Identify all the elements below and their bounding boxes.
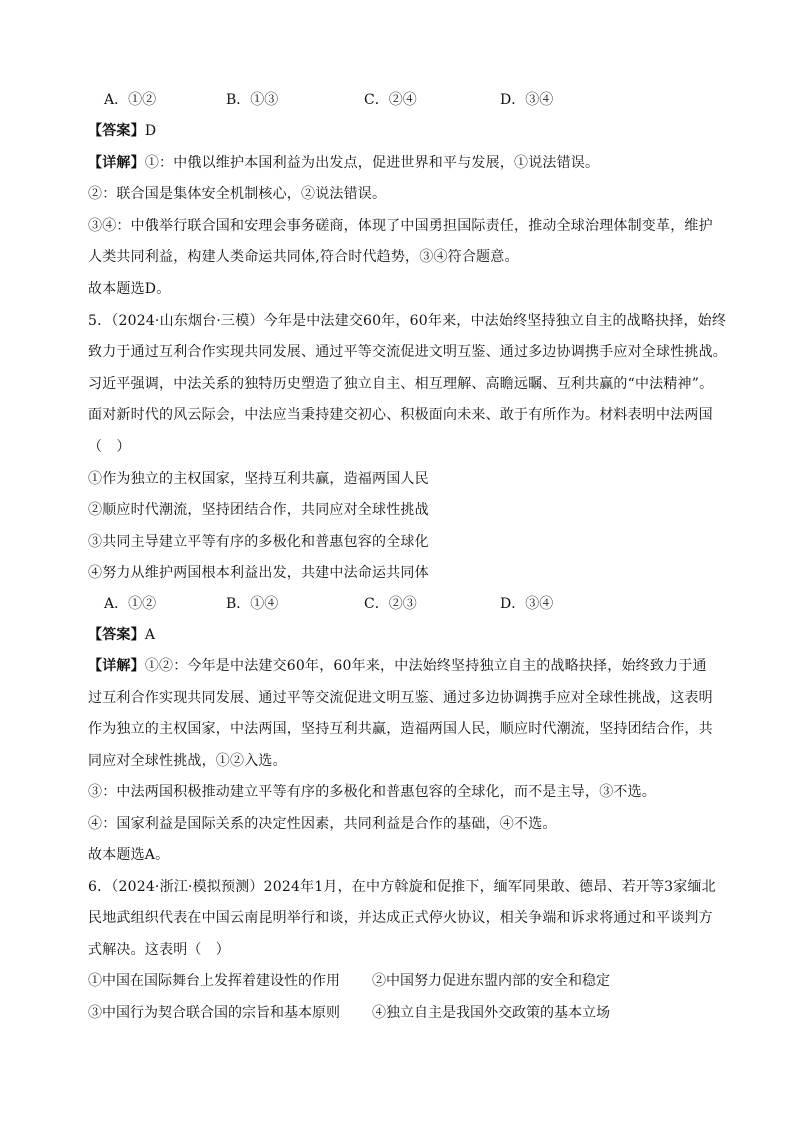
answer-tag: 【答案】 — [88, 627, 145, 643]
q5-stem-line: 面对新时代的风云际会，中法应当秉持建交初心、积极面向未来、敢于有所作为。材料表明中法两国 — [88, 407, 713, 423]
q5-option-b: B．①④ — [226, 596, 279, 612]
q6-statement: ①中国在国际舞台上发挥着建设性的作用 — [88, 973, 340, 989]
q5-stem-line: 5．（2024·山东烟台·三模）今年是中法建交60年，60年来，中法始终坚持独立自主的战略抉择，始终 — [88, 313, 727, 329]
detail-text: ①②：今年是中法建交60年，60年来，中法始终坚持独立自主的战略抉择，始终致力于通 — [144, 658, 707, 674]
answer-value: A — [144, 627, 156, 643]
q6-stem-line: 6．（2024·浙江·模拟预测）2024年1月，在中方斡旋和促推下，缅军同果敢、德昂、若开等3家缅北 — [88, 879, 716, 895]
q4-option-a: A．①② — [104, 92, 157, 108]
q6-stem-line: 民地武组织代表在中国云南昆明举行和谈，并达成正式停火协议，相关争端和诉求将通过和平谈判方 — [88, 910, 713, 926]
q6-statement: ④独立自主是我国外交政策的基本立场 — [372, 1005, 610, 1021]
q5-detail-line — [88, 656, 707, 676]
q5-option-d: D．③④ — [500, 596, 554, 612]
detail-tag: 【详解】 — [88, 658, 145, 674]
q6-stem-line: 式解决。这表明（ ） — [88, 942, 230, 958]
q5-option-c: C．②③ — [364, 596, 417, 612]
q4-option-d: D．③④ — [500, 92, 554, 108]
q4-option-c: C．②④ — [364, 92, 417, 108]
answer-tag: 【答案】 — [88, 123, 145, 139]
answer-value: D — [144, 123, 157, 139]
q5-detail-line: 过互利合作实现共同发展、通过平等交流促进文明互鉴、通过多边协调携手应对全球性挑战，这表明 — [88, 690, 713, 706]
q5-detail-line: ④：国家利益是国际关系的决定性因素，共同利益是合作的基础，④不选。 — [88, 816, 557, 832]
q5-statement: ②顺应时代潮流，坚持团结合作，共同应对全球性挑战 — [88, 502, 429, 518]
q5-answer — [88, 625, 155, 645]
detail-text: ①：中俄以维护本国利益为出发点，促进世界和平与发展，①说法错误。 — [144, 155, 600, 171]
q5-detail-line: 同应对全球性挑战，①②入选。 — [88, 753, 287, 769]
q5-detail-line: 作为独立的主权国家，中法两国，坚持互利共赢，造福两国人民，顺应时代潮流，坚持团结合作，共 — [88, 721, 713, 737]
q6-statement: ③中国行为契合联合国的宗旨和基本原则 — [88, 1005, 340, 1021]
q4-answer — [88, 121, 156, 141]
q4-detail-line: ②：联合国是集体安全机制核心，②说法错误。 — [88, 186, 387, 202]
q5-statement: ①作为独立的主权国家，坚持互利共赢，造福两国人民 — [88, 471, 429, 487]
q4-conclusion: 故本题选D。 — [88, 281, 171, 297]
q5-answer-blank: （ ） — [88, 439, 131, 455]
q5-detail-line: ③：中法两国积极推动建立平等有序的多极化和普惠包容的全球化，而不是主导，③不选。 — [88, 784, 656, 800]
q5-conclusion: 故本题选A。 — [88, 847, 170, 863]
q4-option-b: B．①③ — [226, 92, 279, 108]
q5-stem-line: 致力于通过互利合作实现共同发展、通过平等交流促进文明互鉴、通过多边协调携手应对全球性挑战。 — [88, 344, 727, 360]
detail-tag: 【详解】 — [88, 155, 145, 171]
q4-detail-line: ③④：中俄举行联合国和安理会事务磋商，体现了中国勇担国际责任，推动全球治理体制变革，维护 — [88, 218, 713, 234]
q5-option-a: A．①② — [104, 596, 157, 612]
q5-stem-line: 习近平强调，中法关系的独特历史塑造了独立自主、相互理解、高瞻远瞩、互利共赢的“中法精神”。 — [88, 376, 714, 392]
q4-detail-line: 人类共同利益，构建人类命运共同体,符合时代趋势，③④符合题意。 — [88, 249, 519, 265]
q6-statement: ②中国努力促进东盟内部的安全和稳定 — [372, 973, 610, 989]
q5-statement: ③共同主导建立平等有序的多极化和普惠包容的全球化 — [88, 534, 429, 550]
q4-detail-line — [88, 153, 599, 173]
q5-statement: ④努力从维护两国根本利益出发，共建中法命运共同体 — [88, 565, 429, 581]
